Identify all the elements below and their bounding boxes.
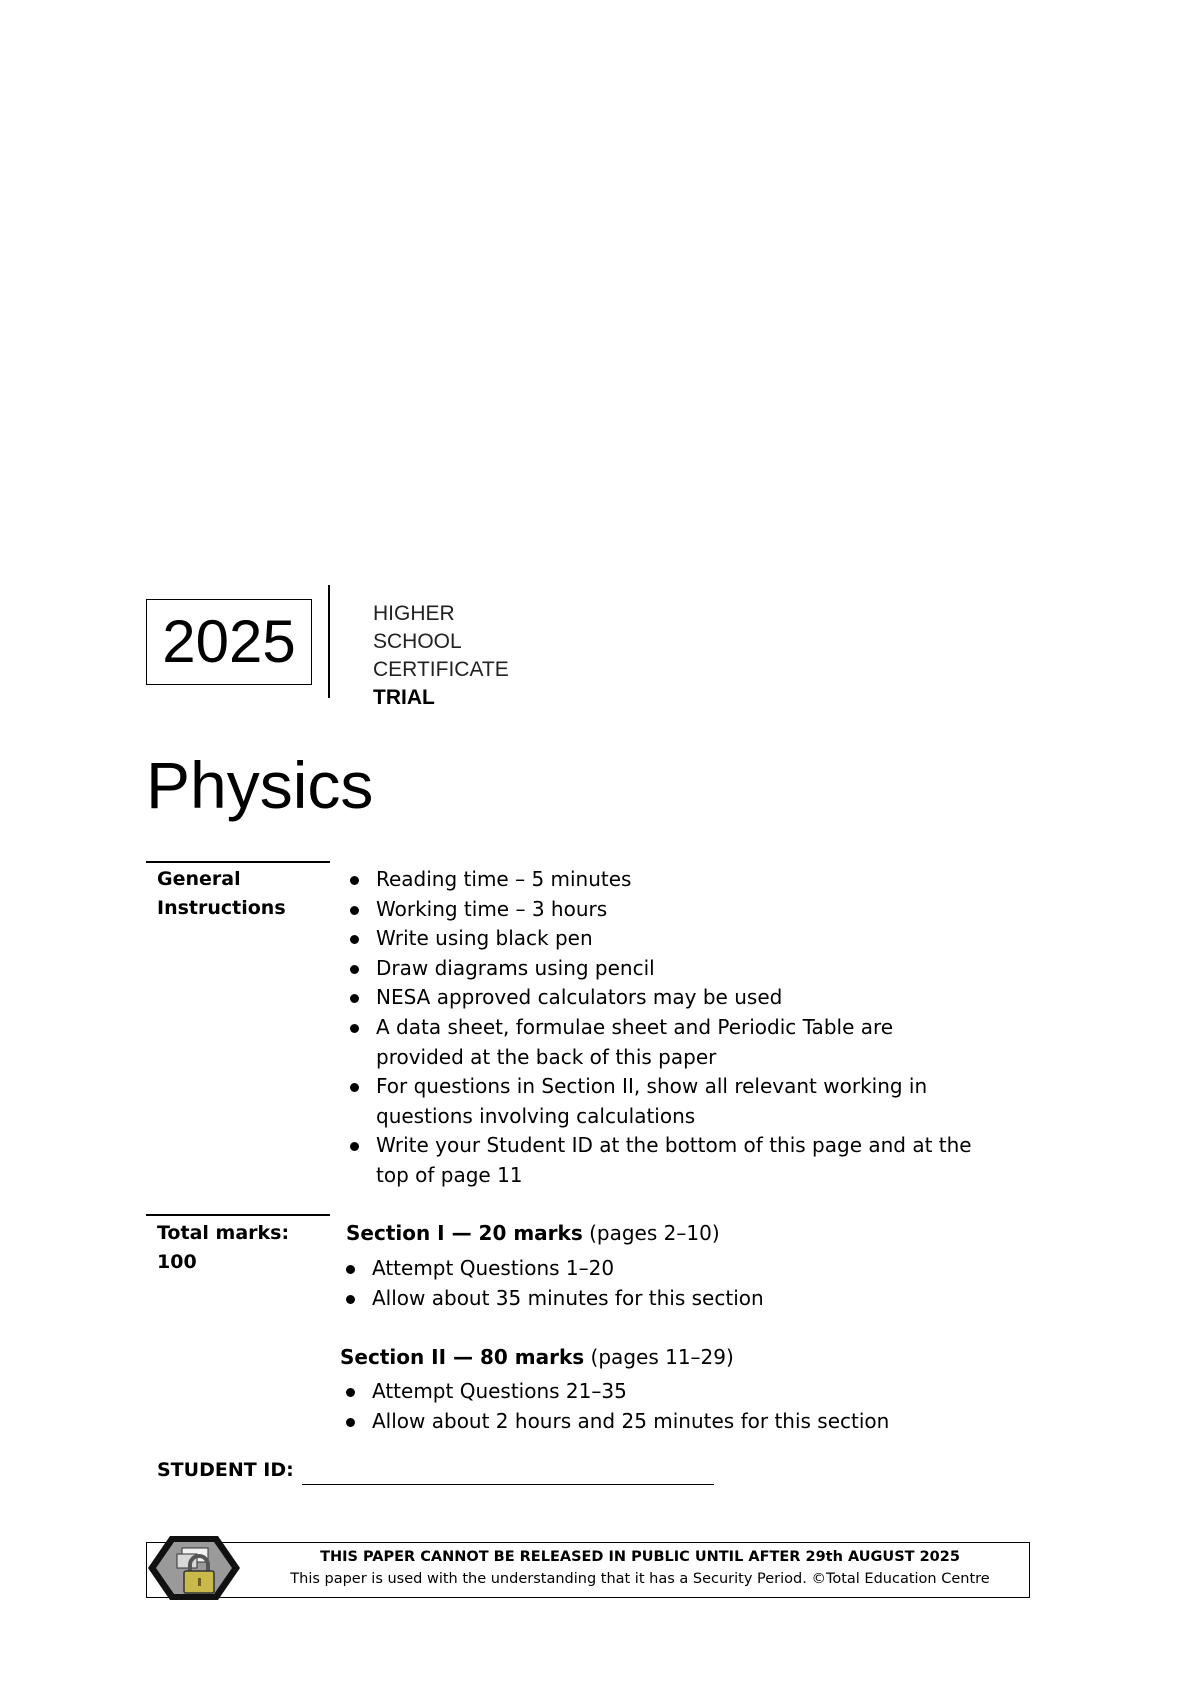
certificate-line-1: HIGHER xyxy=(373,602,455,625)
list-item: Allow about 2 hours and 25 minutes for this section xyxy=(342,1407,982,1437)
list-item: Draw diagrams using pencil xyxy=(346,954,986,984)
trial-label: TRIAL xyxy=(373,686,435,709)
total-marks-label xyxy=(157,1219,289,1277)
padlock-icon xyxy=(146,1530,242,1606)
label-line-2: Instructions xyxy=(157,897,286,919)
section-2-heading xyxy=(340,1343,734,1372)
list-item: Attempt Questions 21–35 xyxy=(342,1377,982,1407)
section-2-list xyxy=(342,1377,982,1436)
subject-title: Physics xyxy=(146,748,374,822)
header-divider xyxy=(328,585,330,698)
release-notice: THIS PAPER CANNOT BE RELEASED IN PUBLIC UNTIL AFTER 29th AUGUST 2025 xyxy=(320,1549,960,1565)
student-id-line[interactable] xyxy=(302,1462,714,1485)
list-item: Write using black pen xyxy=(346,924,986,954)
total-marks-text: Total marks: xyxy=(157,1222,290,1244)
section-1-title: Section I — 20 marks xyxy=(346,1221,583,1245)
list-item: For questions in Section II, show all relevant working in questions involving calculations xyxy=(346,1072,986,1131)
security-notice: This paper is used with the understanding that it has a Security Period. ©Total Education Centre xyxy=(290,1571,990,1587)
exam-year: 2025 xyxy=(162,608,296,675)
section-2-pages: (pages 11–29) xyxy=(584,1345,734,1369)
certificate-line-2: SCHOOL xyxy=(373,630,462,653)
list-item: Write your Student ID at the bottom of this page and at the top of page 11 xyxy=(346,1131,986,1190)
general-instructions-label xyxy=(157,865,286,923)
list-item: Working time – 3 hours xyxy=(346,895,986,925)
student-id-field xyxy=(157,1456,714,1485)
instructions-rule xyxy=(146,861,330,863)
list-item: NESA approved calculators may be used xyxy=(346,983,986,1013)
student-id-label: STUDENT ID: xyxy=(157,1459,294,1481)
label-line-1: General xyxy=(157,868,241,890)
security-banner-text xyxy=(250,1546,1030,1590)
list-item: A data sheet, formulae sheet and Periodic Table are provided at the back of this paper xyxy=(346,1013,986,1072)
section-1-pages: (pages 2–10) xyxy=(582,1221,720,1245)
section-1-list-wrap xyxy=(342,1254,982,1313)
section-1-list xyxy=(342,1254,982,1313)
list-item: Attempt Questions 1–20 xyxy=(342,1254,982,1284)
total-marks-rule xyxy=(146,1214,330,1216)
section-2-list-wrap xyxy=(342,1377,982,1436)
section-1-heading xyxy=(346,1219,720,1248)
section-2-title: Section II — 80 marks xyxy=(340,1345,585,1369)
list-item: Reading time – 5 minutes xyxy=(346,865,986,895)
year-box xyxy=(146,599,312,685)
instructions-list xyxy=(346,865,986,1191)
list-item: Allow about 35 minutes for this section xyxy=(342,1284,982,1314)
certificate-title xyxy=(373,600,509,712)
instructions-list-wrap xyxy=(346,865,986,1191)
total-marks-value: 100 xyxy=(157,1251,197,1273)
certificate-line-3: CERTIFICATE xyxy=(373,658,509,681)
